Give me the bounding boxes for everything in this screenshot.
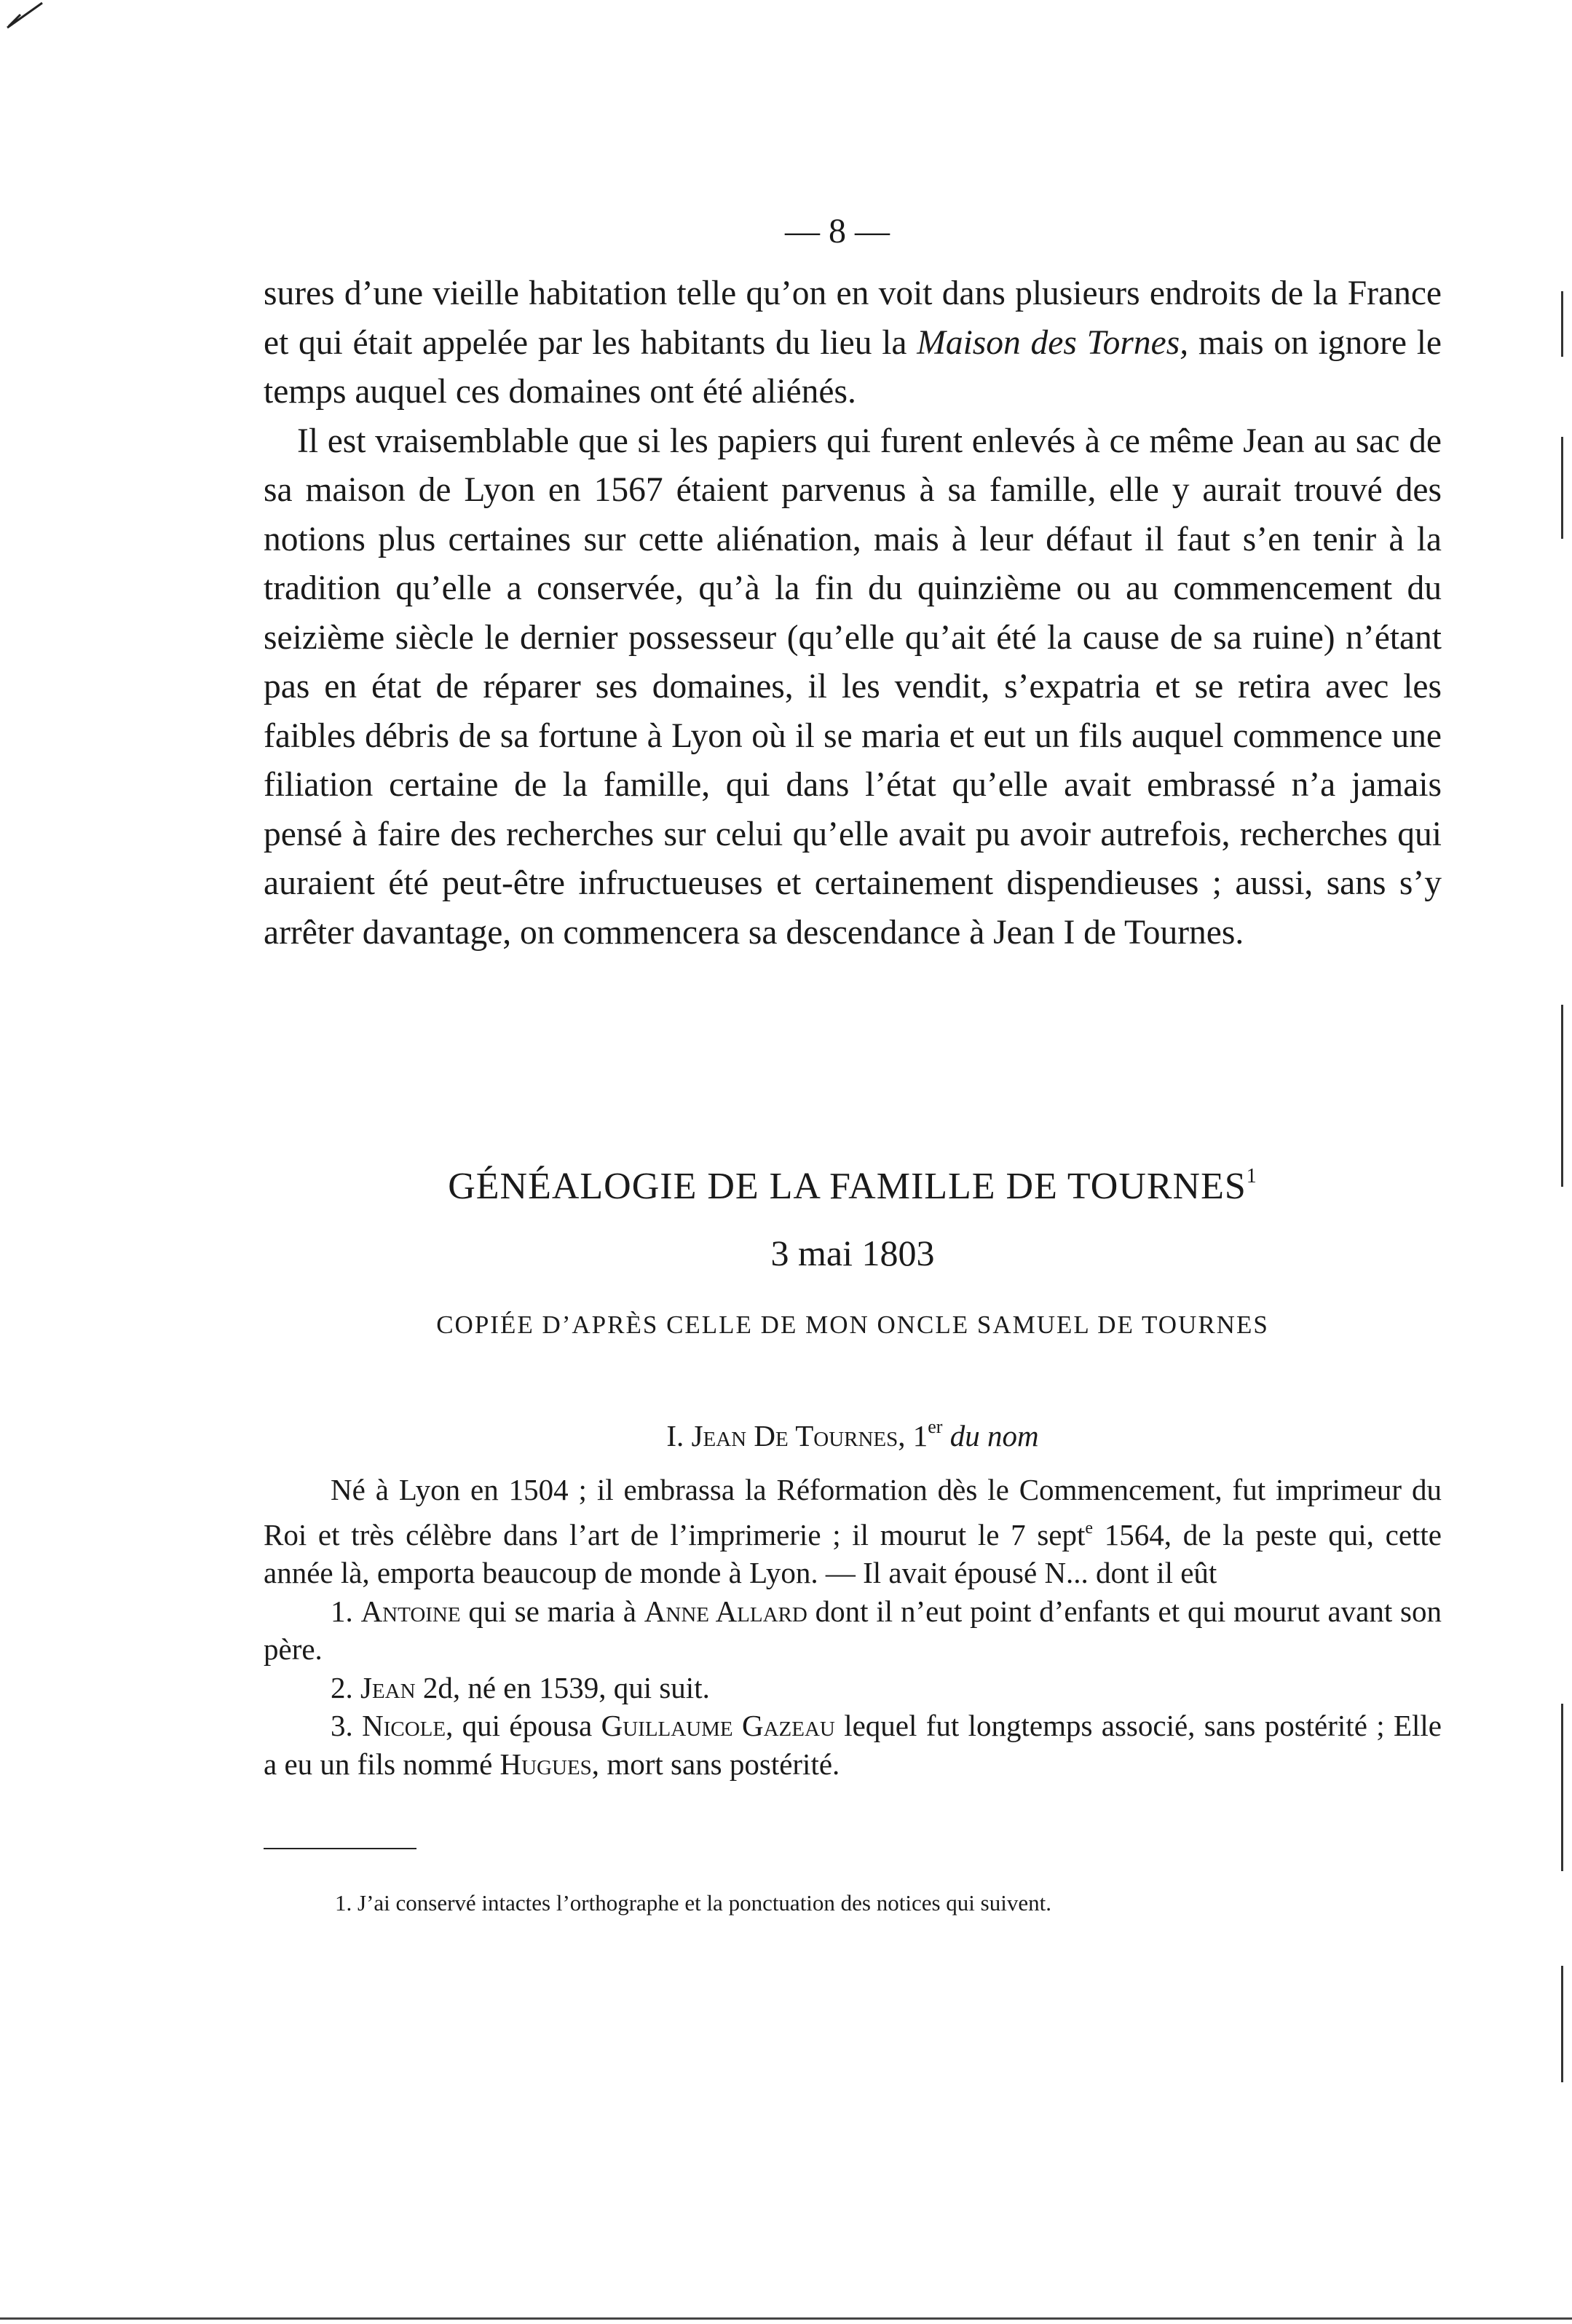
footnote-marker: 1 (1246, 1165, 1257, 1187)
italic-place-name: Maison des Tornes, (917, 323, 1189, 362)
paragraph-continuation (264, 269, 1442, 417)
abbrev-superscript: e (1085, 1518, 1094, 1538)
child-name: Nicole, (362, 1709, 454, 1742)
body-text (264, 269, 1442, 957)
genealogy-date: 3 mai 1803 (770, 1233, 935, 1273)
child-entry (264, 1592, 1442, 1669)
scan-edge-line (1561, 1005, 1563, 1187)
person-name: Jean De Tournes, (691, 1419, 906, 1452)
child-number: 2. (331, 1670, 360, 1704)
child-entry (264, 1669, 1442, 1707)
paragraph: Il est vraisemblable que si les papiers qui furent enlevés à ce même Jean au sac de sa maison de Lyon en 1567 étaient parvenus à sa famille, elle y aurait trouvé des notions plus certaines sur cette aliénation, mais à leur défaut il faut s’en tenir à la tradition qu’elle a conservée, qu’à la fin du quinzième ou au commencement du seizième siècle le dernier possesseur (qu’elle qu’ait été la cause de sa ruine) n’étant pas en état de réparer ses domaines, il les vendit, s’expatria et se retira avec les faibles débris de sa fortune à Lyon où il se maria et eut un fils auquel commence une filiation certaine de la famille, qui dans l’état qu’elle avait embrassé n’a jamais pensé à faire des recherches sur celui qu’elle avait pu avoir autrefois, recherches qui auraient été peut-être infructueuses et certainement dispendieuses ; aussi, sans s’y arrêter davantage, on commencera sa descendance à Jean I de Tournes. (264, 422, 1442, 952)
genealogy-title-text: GÉNÉALOGIE DE LA FAMILLE DE TOURNES (448, 1166, 1247, 1207)
entry-text: 1564, de la peste qui, cette année là, emporta beaucoup de monde à Lyon. — Il avait épousé N... dont il eût (264, 1517, 1442, 1589)
child-number: 1. (331, 1594, 361, 1628)
footnote: 1. J’ai conservé intactes l’orthographe et la ponctuation des notices qui suivent. (335, 1890, 1051, 1916)
ordinal-suffix: er (928, 1416, 943, 1437)
spouse-name: Anne Allard (644, 1594, 807, 1628)
child-name: Antoine (360, 1594, 461, 1628)
entry-text: mort sans postérité. (599, 1747, 840, 1781)
child-name: Jean (360, 1670, 416, 1704)
son-name: Hugues, (499, 1747, 600, 1781)
paragraph-text: mais on ignore le temps auquel ces domaines ont été aliénés. (264, 323, 1442, 411)
entry-paragraph (264, 1471, 1442, 1592)
entry-text: dont il n’eut point d’enfants et qui mourut avant son père. (264, 1594, 1442, 1666)
generation-number: I. (666, 1419, 692, 1452)
corner-pen-mark (6, 0, 50, 29)
scan-edge-line (1561, 1704, 1563, 1871)
entry-text: 2d, né en 1539, qui suit. (415, 1670, 710, 1704)
page-bottom-rule (0, 2317, 1572, 2320)
entry-text: lequel fut longtemps associé, sans postérité ; Elle a eu un fils nommé (264, 1709, 1442, 1781)
genealogy-subtitle: COPIÉE D’APRÈS CELLE DE MON ONCLE SAMUEL DE TOURNES (436, 1311, 1269, 1339)
spouse-name: Guillaume Gazeau (601, 1709, 835, 1742)
heading-suffix: du nom (949, 1419, 1039, 1452)
genealogy-title (264, 1165, 1442, 1208)
scan-edge-line (1561, 291, 1563, 357)
generation-heading (264, 1416, 1442, 1453)
entry-text: qui épousa (453, 1709, 601, 1742)
entry-text: qui se maria à (460, 1594, 644, 1628)
ordinal: 1 (912, 1419, 928, 1452)
child-entry (264, 1707, 1442, 1783)
genealogy-entry (264, 1471, 1442, 1783)
entry-text: Né à Lyon en 1504 ; il embrassa la Réformation dès le Commencement, fut imprimeur du Roi et très célèbre dans l’art de l’imprimerie ; il mourut le 7 sept (264, 1473, 1442, 1552)
child-number: 3. (331, 1709, 363, 1742)
scan-edge-line (1561, 1966, 1563, 2082)
paragraph-text: sures d’une vieille habitation telle qu’on en voit dans plusieurs endroits de la France et qui était appelée par les habitants du lieu la (264, 274, 1442, 362)
footnote-rule (264, 1848, 416, 1849)
page-number: — 8 — (785, 212, 890, 250)
scan-edge-line (1561, 437, 1563, 539)
